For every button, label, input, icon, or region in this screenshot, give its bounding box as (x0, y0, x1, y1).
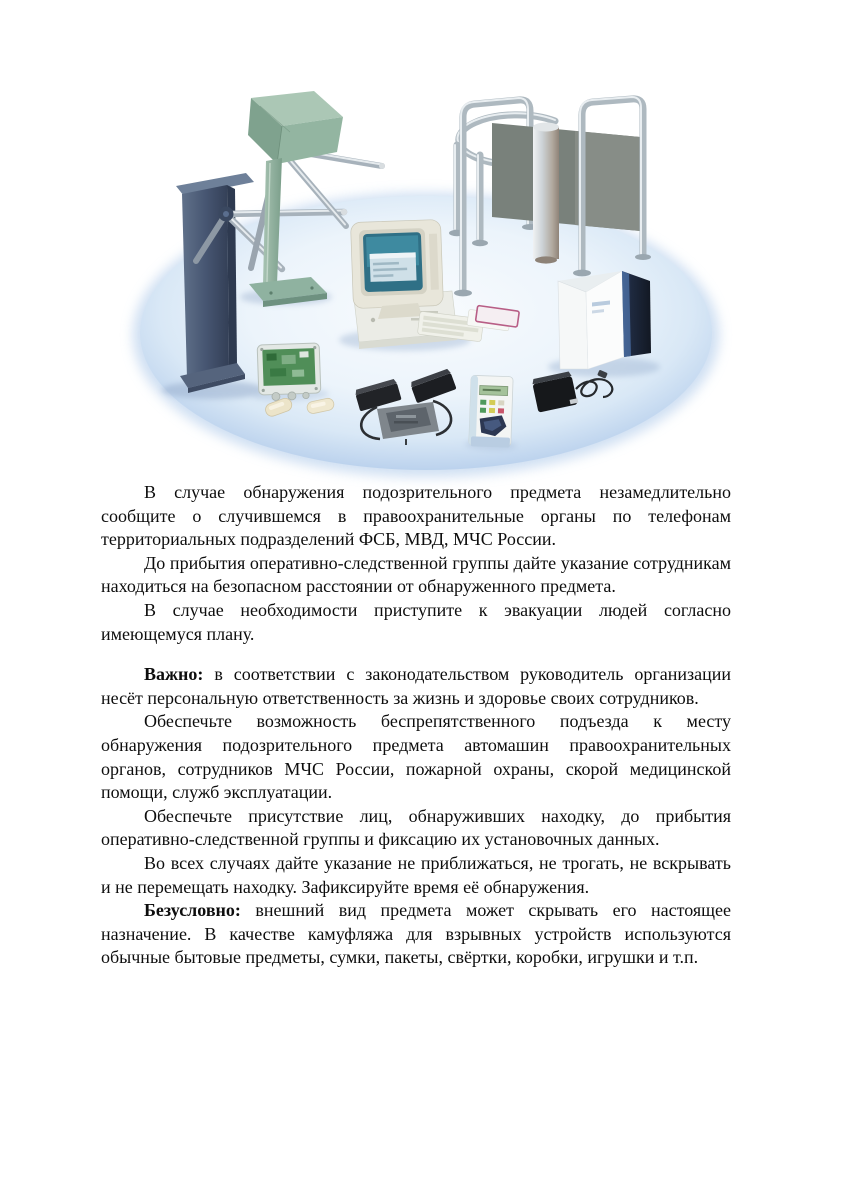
paragraph-vehicle-access: Обеспечьте возможность беспрепятственного подъезда к месту обнаружения подозрительного предмета автомашин правоохранительных органов, сотрудников МЧС России, пожарной охраны, скорой медицинской помощи, служб эксплуатации. (101, 711, 731, 803)
keypad-terminal (465, 375, 520, 451)
certainly-lead-text: внешний вид предмета может скрывать его настоящее назначение. В качестве камуфляжа для взрывных устройств используются обычные бытовые предметы, сумки, пакеты, свёртки, коробки, игрушки и т.п. (101, 900, 731, 968)
important-lead-label: Важно: (144, 664, 204, 685)
equipment-photo (130, 85, 710, 475)
circuit-board-enclosure (251, 343, 329, 403)
important-lead-text: в соответствии с законодательством руководитель организации несёт персональную ответственность за жизнь и здоровье своих сотрудников. (101, 664, 731, 708)
document-body-text (101, 481, 731, 970)
certainly-lead-label: Безусловно: (144, 900, 241, 921)
paragraph-witnesses-presence: Обеспечьте присутствие лиц, обнаруживших находку, до прибытия оперативно-следственной группы и фиксацию их установочных данных. (101, 805, 731, 850)
paragraph-camouflage-warning (101, 899, 731, 970)
paragraph-important-responsibility (101, 663, 731, 710)
paragraph-evacuation: В случае необходимости приступите к эвакуации людей согласно имеющемуся плану. (101, 599, 731, 644)
paragraph-do-not-touch: Во всех случаях дайте указание не приближаться, не трогать, не вскрывать и не перемещать находку. Зафиксируйте время её обнаружения. (101, 852, 731, 897)
paragraph-report-suspicious-object: В случае обнаружения подозрительного предмета незамедлительно сообщите о случившемся в правоохранительные органы по телефонам территориальных подразделений ФСБ, МВД, МЧС России. (101, 482, 731, 550)
equipment-photo-svg (130, 85, 710, 475)
controller-cabinet (548, 271, 660, 377)
paragraph-keep-safe-distance: До прибытия оперативно-следственной группы дайте указание сотрудникам находиться на безопасном расстоянии от обнаруженного предмета. (101, 552, 731, 597)
